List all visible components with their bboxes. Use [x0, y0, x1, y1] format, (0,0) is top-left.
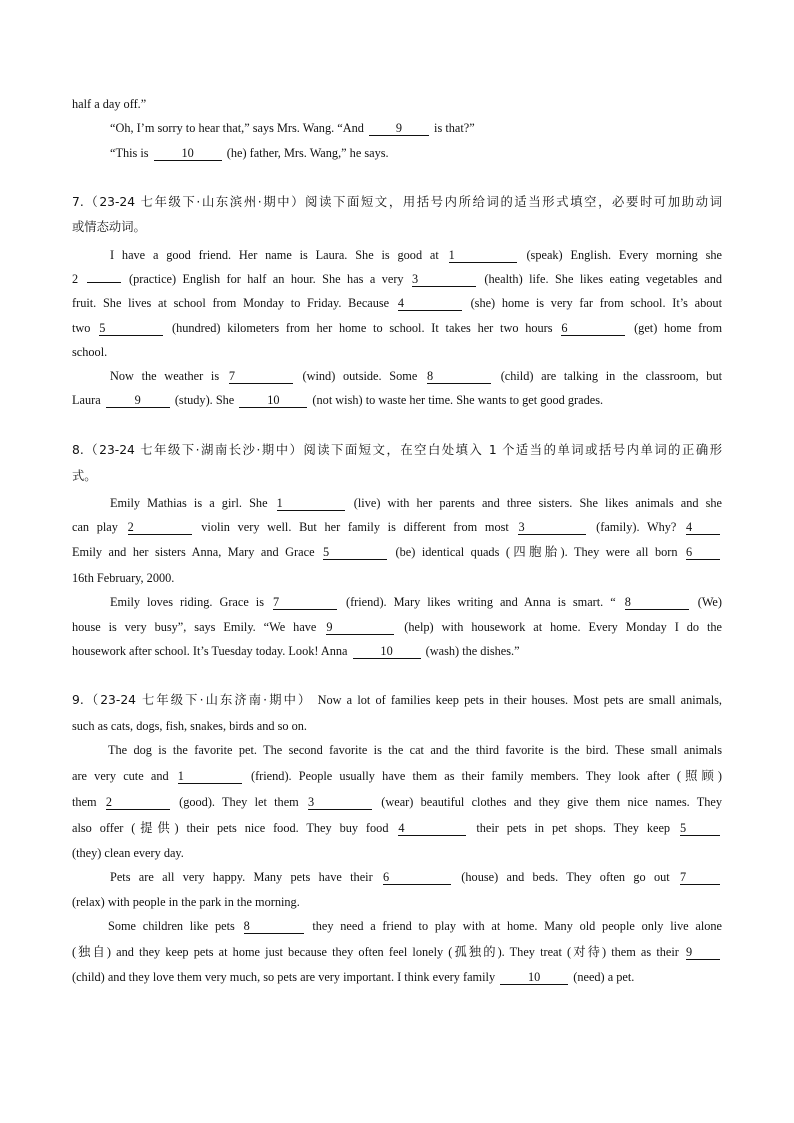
text-segment: (We)	[697, 595, 722, 609]
answer-blank[interactable]: 5	[680, 822, 720, 836]
answer-blank[interactable]: 3	[412, 273, 476, 287]
text-line	[72, 219, 722, 235]
text-line	[72, 594, 722, 610]
answer-blank[interactable]: 10	[154, 147, 222, 161]
answer-blank[interactable]: 9	[369, 122, 429, 136]
text-segment: fruit. She lives at school from Monday to Friday. Because	[72, 296, 396, 310]
text-segment: (she) home is very far from school. It’s about	[470, 296, 722, 310]
text-line	[72, 643, 722, 659]
text-line	[72, 820, 722, 836]
text-segment: 式。	[72, 469, 97, 483]
text-line	[72, 495, 722, 511]
text-segment: Emily and her sisters Anna, Mary and Grace	[72, 545, 322, 559]
text-line	[72, 869, 722, 885]
answer-blank[interactable]: 5	[99, 322, 163, 336]
text-segment: Some children like pets	[108, 919, 242, 933]
text-line	[72, 120, 722, 136]
text-segment: Laura	[72, 393, 104, 407]
answer-blank[interactable]: 8	[625, 596, 689, 610]
text-line	[72, 969, 722, 985]
text-line	[72, 247, 722, 263]
text-segment: housework after school. It’s Tuesday today. Look! Anna	[72, 644, 351, 658]
text-segment: they need a friend to play with at home. Many old people only live alone	[312, 919, 722, 933]
text-line	[72, 468, 722, 484]
text-line	[72, 295, 722, 311]
text-segment: violin very well. But her family is different from most	[201, 520, 517, 534]
text-segment: (friend). Mary likes writing and Anna is smart. “	[345, 595, 616, 609]
text-line	[72, 845, 722, 861]
answer-blank[interactable]: 2	[106, 796, 170, 810]
text-line	[72, 368, 722, 384]
answer-blank[interactable]: 8	[244, 920, 304, 934]
text-segment: (they) clean every day.	[72, 846, 184, 860]
answer-blank[interactable]: 1	[178, 770, 242, 784]
text-segment: (not wish) to waste her time. She wants to get good grades.	[312, 393, 604, 407]
text-line	[72, 145, 722, 161]
text-segment: “This is	[110, 146, 152, 160]
text-segment: 16th February, 2000.	[72, 571, 175, 585]
text-segment: Pets are all very happy. Many pets have their	[110, 870, 381, 884]
text-segment: (house) and beds. They often go out	[461, 870, 679, 884]
answer-blank[interactable]: 10	[353, 645, 421, 659]
question-heading: 9.（23-24 七年级下·山东济南·期中）	[72, 693, 313, 707]
text-line	[72, 918, 722, 934]
text-segment: school.	[72, 345, 108, 359]
text-segment: “Oh, I’m sorry to hear that,” says Mrs. Wang. “And	[110, 121, 367, 135]
text-line	[72, 194, 722, 210]
text-segment: (child) are talking in the classroom, but	[500, 369, 722, 383]
text-line	[72, 894, 722, 910]
text-segment: (独自) and they keep pets at home just because they often feel lonely (孤独的). They treat (对待) them as their	[72, 945, 684, 959]
answer-blank[interactable]: 9	[686, 946, 720, 960]
text-segment: are very cute and	[72, 769, 176, 783]
answer-blank[interactable]: 1	[277, 497, 345, 511]
answer-blank[interactable]: 2	[128, 521, 192, 535]
answer-blank[interactable]: 5	[323, 546, 387, 560]
text-line	[72, 519, 722, 535]
text-line	[72, 794, 722, 810]
text-segment: two	[72, 321, 98, 335]
text-segment: 7.（23-24 七年级下·山东滨州·期中）阅读下面短文，用括号内所给词的适当形式填空，必要时可加助动词	[72, 195, 722, 209]
answer-blank[interactable]: 7	[680, 871, 720, 885]
text-segment: (study). She	[174, 393, 238, 407]
text-segment: (friend). People usually have them as their family members. They look after (照顾)	[250, 769, 722, 783]
answer-blank[interactable]: 7	[229, 370, 293, 384]
answer-blank[interactable]: 4	[398, 297, 462, 311]
text-segment: Emily Mathias is a girl. She	[110, 496, 275, 510]
answer-blank[interactable]: 6	[561, 322, 625, 336]
text-segment: Emily loves riding. Grace is	[110, 595, 271, 609]
answer-blank[interactable]: 9	[106, 394, 170, 408]
text-segment: (help) with housework at home. Every Monday I do the	[404, 620, 722, 634]
answer-blank[interactable]: 7	[273, 596, 337, 610]
text-segment: (need) a pet.	[573, 970, 635, 984]
text-segment: (child) and they love them very much, so pets are very important. I think every family	[72, 970, 499, 984]
answer-blank[interactable]: 3	[518, 521, 586, 535]
text-segment: 2	[72, 272, 79, 286]
text-segment: them	[72, 795, 104, 809]
text-segment: (get) home from	[634, 321, 722, 335]
answer-blank[interactable]: 3	[308, 796, 372, 810]
text-segment: Now a lot of families keep pets in their houses. Most pets are small animals,	[317, 693, 722, 707]
text-line	[72, 320, 722, 336]
text-segment: (wind) outside. Some	[302, 369, 425, 383]
text-segment: (good). They let them	[179, 795, 306, 809]
text-line	[72, 768, 722, 784]
answer-blank[interactable]: 9	[326, 621, 394, 635]
text-line	[72, 344, 722, 360]
text-segment: Now the weather is	[110, 369, 227, 383]
answer-blank[interactable]: 4	[398, 822, 466, 836]
text-segment: also offer (提供) their pets nice food. They buy food	[72, 821, 397, 835]
answer-blank[interactable]: 4	[686, 521, 720, 535]
text-line	[72, 96, 722, 112]
text-segment: is that?”	[434, 121, 475, 135]
text-segment: (health) life. She likes eating vegetables and	[484, 272, 722, 286]
text-segment: (family). Why?	[596, 520, 685, 534]
answer-blank[interactable]: 10	[239, 394, 307, 408]
text-line	[72, 742, 722, 758]
text-line	[72, 570, 722, 586]
answer-blank[interactable]	[87, 282, 121, 283]
text-line	[72, 944, 722, 960]
text-segment: (speak) English. Every morning she	[526, 248, 722, 262]
text-segment: I have a good friend. Her name is Laura. She is good at	[110, 248, 447, 262]
text-segment: (practice) English for half an hour. She has a very	[129, 272, 410, 286]
text-segment: their pets in pet shops. They keep	[476, 821, 678, 835]
text-segment: half a day off.”	[72, 97, 147, 111]
text-segment: can play	[72, 520, 126, 534]
text-line	[72, 718, 722, 734]
text-segment: (hundred) kilometers from her home to school. It takes her two hours	[171, 321, 560, 335]
answer-blank[interactable]: 6	[686, 546, 720, 560]
text-segment: (wear) beautiful clothes and they give them nice names. They	[381, 795, 722, 809]
text-line	[72, 442, 722, 458]
text-segment: (wash) the dishes.”	[425, 644, 520, 658]
text-segment: 或情态动词。	[72, 220, 146, 234]
text-segment: (he) father, Mrs. Wang,” he says.	[226, 146, 389, 160]
text-line	[72, 392, 722, 408]
text-segment: The dog is the favorite pet. The second favorite is the cat and the third favorite is the bird. These small animals	[108, 743, 722, 757]
text-line	[72, 271, 722, 287]
text-segment: such as cats, dogs, fish, snakes, birds and so on.	[72, 719, 307, 733]
text-line	[72, 692, 722, 708]
answer-blank[interactable]: 10	[500, 971, 568, 985]
answer-blank[interactable]: 8	[427, 370, 491, 384]
text-segment: (relax) with people in the park in the morning.	[72, 895, 300, 909]
text-line	[72, 544, 722, 560]
text-line	[72, 619, 722, 635]
text-segment: house is very busy”, says Emily. “We have	[72, 620, 325, 634]
answer-blank[interactable]: 6	[383, 871, 451, 885]
text-segment: 8.（23-24 七年级下·湖南长沙·期中）阅读下面短文，在空白处填入 1 个适当的单词或括号内单词的正确形	[72, 443, 722, 457]
text-segment: (be) identical quads (四胞胎). They were all born	[395, 545, 684, 559]
text-segment: (live) with her parents and three sisters. She likes animals and she	[353, 496, 722, 510]
answer-blank[interactable]: 1	[449, 249, 517, 263]
